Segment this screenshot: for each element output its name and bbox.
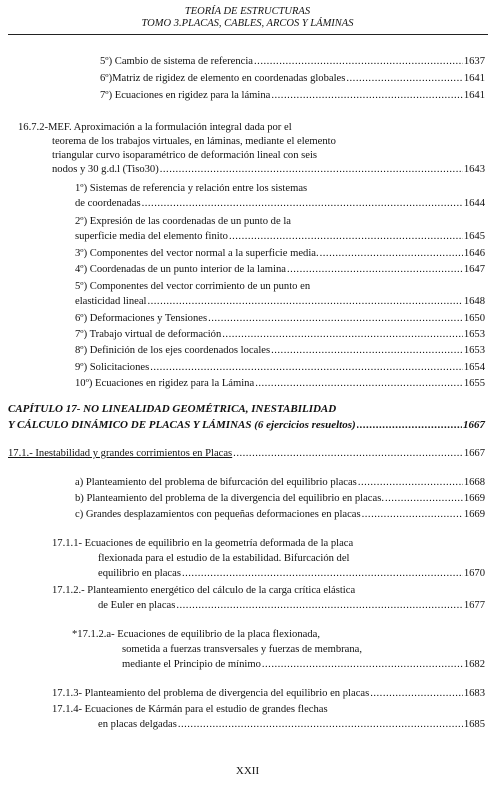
toc-entry[interactable]: c) Grandes desplazamientos con pequeñas deformaciones en placas ..... 1669 (75, 509, 485, 521)
item-line: 2º) Expresión de las coordenadas de un punto de la (75, 216, 291, 227)
toc-entry[interactable]: 3º) Componentes del vector normal a la superficie media. ..... 1646 (75, 248, 485, 260)
item-line: 5º) Componentes del vector corrimiento de un punto en (75, 281, 311, 292)
section-17-1-2-entry[interactable]: de Euler en placas ..... 1677 (98, 600, 485, 612)
chapter-title-line1: CAPÍTULO 17- NO LINEALIDAD GEOMÉTRICA, INESTABILIDAD (8, 403, 337, 415)
toc-entry[interactable]: 6º) Deformaciones y Tensiones ..... 1650 (75, 313, 485, 325)
section-16-7-2-line2: teorema de los trabajos virtuales, en láminas, mediante el elemento (52, 136, 336, 147)
section-16-7-2-entry[interactable]: nodos y 30 g.d.l (Tiso30) ..... 1643 (52, 164, 485, 176)
section-17-1-4-entry[interactable]: en placas delgadas ..... 1685 (98, 719, 485, 731)
toc-entry[interactable]: 8º) Definición de los ejes coordenados locales ..... 1653 (75, 345, 485, 357)
item-line: 1º) Sistemas de referencia y relación entre los sistemas (75, 183, 308, 194)
toc-entry[interactable]: a) Planteamiento del problema de bifurcación del equilibrio placas ..... 1668 (75, 477, 485, 489)
toc-entry[interactable]: 7º) Trabajo virtual de deformación ..... 1653 (75, 329, 485, 341)
book-title: TEORÍA DE ESTRUCTURAS (184, 6, 311, 17)
section-16-7-2-line3: triangular curvo isoparamétrico de deformación lineal con seis (52, 150, 318, 161)
section-17-1-1-line1: 17.1.1- Ecuaciones de equilibrio en la geometría deformada de la placa (52, 538, 354, 549)
section-17-1-2-line1: 17.1.2.- Planteamiento energético del cálculo de la carga crítica elástica (52, 585, 356, 596)
page-number: XXII (235, 765, 260, 777)
toc-entry[interactable]: 7º) Ecuaciones en rigidez para la lámina ..... 1641 (100, 90, 485, 102)
toc-entry[interactable]: 6º)Matriz de rigidez de elemento en coordenadas globales ..... 1641 (100, 73, 485, 85)
section-17-1-1-line2: flexionada para el estudio de la estabilidad. Bifurcación del (98, 553, 350, 564)
section-17-1-3-entry[interactable]: 17.1.3- Planteamiento del problema de divergencia del equilibrio en placas ..... 1683 (52, 688, 485, 700)
page-header (0, 6, 495, 30)
volume-title: TOMO 3.PLACAS, CABLES, ARCOS Y LÁMINAS (141, 18, 354, 29)
toc-entry[interactable]: elasticidad lineal ..... 1648 (75, 296, 485, 308)
toc-entry[interactable]: 5º) Cambio de sistema de referencia ..... 1637 (100, 56, 485, 68)
toc-entry[interactable]: superficie media del elemento finito ..... 1645 (75, 231, 485, 243)
section-17-1-2a-line1: *17.1.2.a- Ecuaciones de equilibrio de la placa flexionada, (72, 629, 320, 640)
chapter-17-entry[interactable]: Y CÁLCULO DINÁMICO DE PLACAS Y LÁMINAS (6 ejercicios resueltos) ..... 1667 (8, 419, 485, 431)
section-17-1-2a-entry[interactable]: mediante el Principio de mínimo ..... 1682 (122, 659, 485, 671)
header-divider (8, 34, 488, 35)
toc-entry[interactable]: 9º) Solicitaciones ..... 1654 (75, 362, 485, 374)
toc-entry[interactable]: 4º) Coordenadas de un punto interior de la lamina ..... 1647 (75, 264, 485, 276)
section-17-1-4-line1: 17.1.4- Ecuaciones de Kármán para el estudio de grandes flechas (52, 704, 328, 715)
toc-entry[interactable]: de coordenadas ..... 1644 (75, 198, 485, 210)
toc-entry[interactable]: 10º) Ecuaciones en rigidez para la Lámina ..... 1655 (75, 378, 485, 390)
section-16-7-2-line1: 16.7.2-MEF. Aproximación a la formulación integral dada por el (18, 122, 292, 133)
section-17-1-entry[interactable]: 17.1.- Inestabilidad y grandes corrimientos en Placas ..... 1667 (8, 448, 485, 460)
toc-entry[interactable]: b) Planteamiento del problema de la divergencia del equilibrio en placas. ..... 1669 (75, 493, 485, 505)
section-17-1-2a-line2: sometida a fuerzas transversales y fuerzas de membrana, (122, 644, 363, 655)
section-17-1-1-entry[interactable]: equilibrio en placas ..... 1670 (98, 568, 485, 580)
